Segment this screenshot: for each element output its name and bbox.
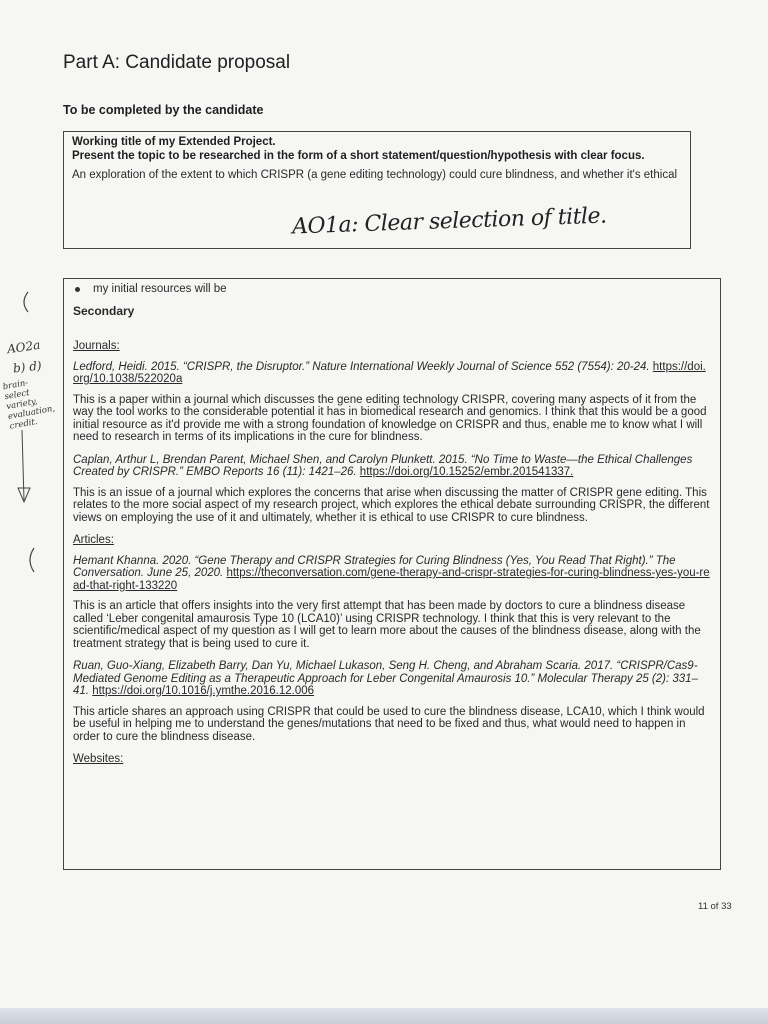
resources-intro-text: my initial resources will be (93, 283, 227, 295)
resources-box (63, 278, 721, 870)
article2-reference (73, 660, 712, 698)
article2-citation: Ruan, Guo-Xiang, Elizabeth Barry, Dan Yu, Michael Lukason, Seng H. Cheng, and Abraham Scaria. 2017. “CRISPR/Cas9-Mediated Genome Editing as a Therapeutic Approach for Leber Congenital Amaurosis 10.” Molecular Therapy 25 (2): 331–41. (73, 660, 698, 697)
journal2-description: This is an issue of a journal which explores the concerns that arise when discussing the matter of CRISPR gene editing. This relates to the more social aspect of my research project, which explores the ethical debate surrounding CRISPR, the different views on employing the use of it and ultimately, whether it is ethical to use CRISPR to cure blindness. (73, 486, 710, 524)
bullet-icon (75, 287, 80, 292)
journal1-citation: Ledford, Heidi. 2015. “CRISPR, the Disruptor.” Nature International Weekly Journal of Science 552 (7554): 20-24. (73, 360, 650, 373)
journals-heading: Journals: (73, 340, 120, 352)
page-number: 11 of 33 (698, 901, 732, 912)
section-subtitle: To be completed by the candidate (63, 103, 264, 117)
working-title-box (63, 131, 691, 249)
resources-intro (73, 283, 712, 296)
article1-link[interactable]: https://theconversation.com/gene-therapy-and-crispr-strategies-for-curing-blindness-yes-you-read-that-right-133220 (73, 567, 710, 592)
title-box-heading: Working title of my Extended Project. (72, 136, 276, 148)
journal2-link[interactable]: https://doi.org/10.15252/embr.201541337. (359, 466, 574, 478)
article2-description: This article shares an approach using CRISPR that could be used to cure the blindness disease, LCA10, which I think would be useful in helping me to understand the genes/mutations that need to be fixed and thus, what would need to happen in order to cure the blindness disease. (73, 705, 705, 743)
journal2-citation: Caplan, Arthur L, Brendan Parent, Michael Shen, and Carolyn Plunkett. 2015. “No Time to Waste—the Ethical Challenges Created by CRISPR.” EMBO Reports 16 (11): 1421–26. (73, 453, 693, 478)
articles-heading: Articles: (73, 534, 114, 546)
handwritten-comment: AO1a: Clear selection of title. (291, 203, 607, 240)
margin-note-detail: brain-select variety, evaluation, credit. (2, 378, 56, 432)
websites-heading: Websites: (73, 753, 124, 765)
journal1-description: This is a paper within a journal which discusses the gene editing technology CRISPR, covering many aspects of it from the way the tool works to the considerable potential it has in biomedical research and genomics. I think that this would be a good initial resource as it'd provide me with a strong foundation of knowledge on CRISPR and thus, enable me to know what I will need to research in terms of its implications in the cure for blindness. (73, 393, 707, 443)
journal1-link[interactable]: https://doi.org/10.1038/522020a (73, 360, 706, 385)
article1-description: This is an article that offers insights into the very first attempt that has been made by doctors to cure a blindness disease called ‘Leber congenital amaurosis Type 10 (LCA10)’ using CRISPR technology. I think that this is very relevant to the scientific/medical aspect of my question as I will get to learn more about the causes of the blindness disease, along with the treatment strategy that is being used to cure it. (73, 600, 701, 650)
article1-reference (73, 555, 712, 593)
margin-note-ao2a: AO2a (6, 337, 42, 357)
project-title-text: An exploration of the extent to which CRISPR (a gene editing technology) could cure blindness, and whether it's ethical (72, 169, 678, 181)
article1-citation: Hemant Khanna. 2020. “Gene Therapy and CRISPR Strategies for Curing Blindness (Yes, You Read That Right).” The Conversation. June 25, 2020. (73, 554, 676, 579)
margin-note-bd: b) d) (12, 358, 43, 376)
margin-marks (0, 280, 62, 600)
page-title: Part A: Candidate proposal (63, 52, 291, 73)
journal2-reference (73, 454, 712, 479)
article2-link[interactable]: https://doi.org/10.1016/j.ymthe.2016.12.006 (92, 685, 315, 697)
resource-type: Secondary (73, 303, 135, 318)
title-box-instruction: Present the topic to be researched in the form of a short statement/question/hypothesis with clear focus. (72, 150, 645, 162)
margin-annotations (0, 280, 62, 600)
journal1-reference (73, 361, 712, 386)
scan-edge (0, 1008, 768, 1024)
